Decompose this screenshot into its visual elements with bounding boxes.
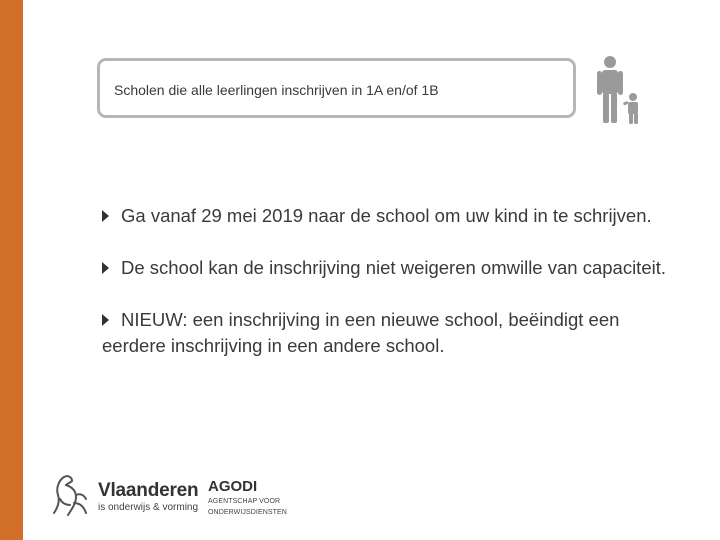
bullet-item [102,255,682,281]
vlaanderen-logo-tagline: is onderwijs & vorming [98,502,199,513]
agodi-logo-name: AGODI [208,478,258,495]
bullet-item [102,307,682,359]
triangle-bullet-icon [102,314,109,326]
bullet-list [102,203,682,385]
triangle-bullet-icon [102,210,109,222]
parent-child-icon [594,55,644,125]
agodi-logo-line-2: ONDERWIJSDIENSTEN [208,509,287,516]
triangle-bullet-icon [102,262,109,274]
vlaanderen-logo-name: Vlaanderen [98,480,199,501]
flemish-lion-icon [50,473,92,519]
bullet-item [102,203,682,229]
side-accent-bar [0,0,23,540]
bullet-text: De school kan de inschrijving niet weigeren omwille van capaciteit. [121,257,667,278]
title-box [97,58,576,118]
agodi-logo-line-1: AGENTSCHAP VOOR [208,498,281,505]
bullet-text: Ga vanaf 29 mei 2019 naar de school om uw kind in te schrijven. [121,205,652,226]
title-text: Scholen die alle leerlingen inschrijven in 1A en/of 1B [114,82,439,98]
bullet-text: NIEUW: een inschrijving in een nieuwe school, beëindigt een eerdere inschrijving in een andere school. [102,309,620,356]
